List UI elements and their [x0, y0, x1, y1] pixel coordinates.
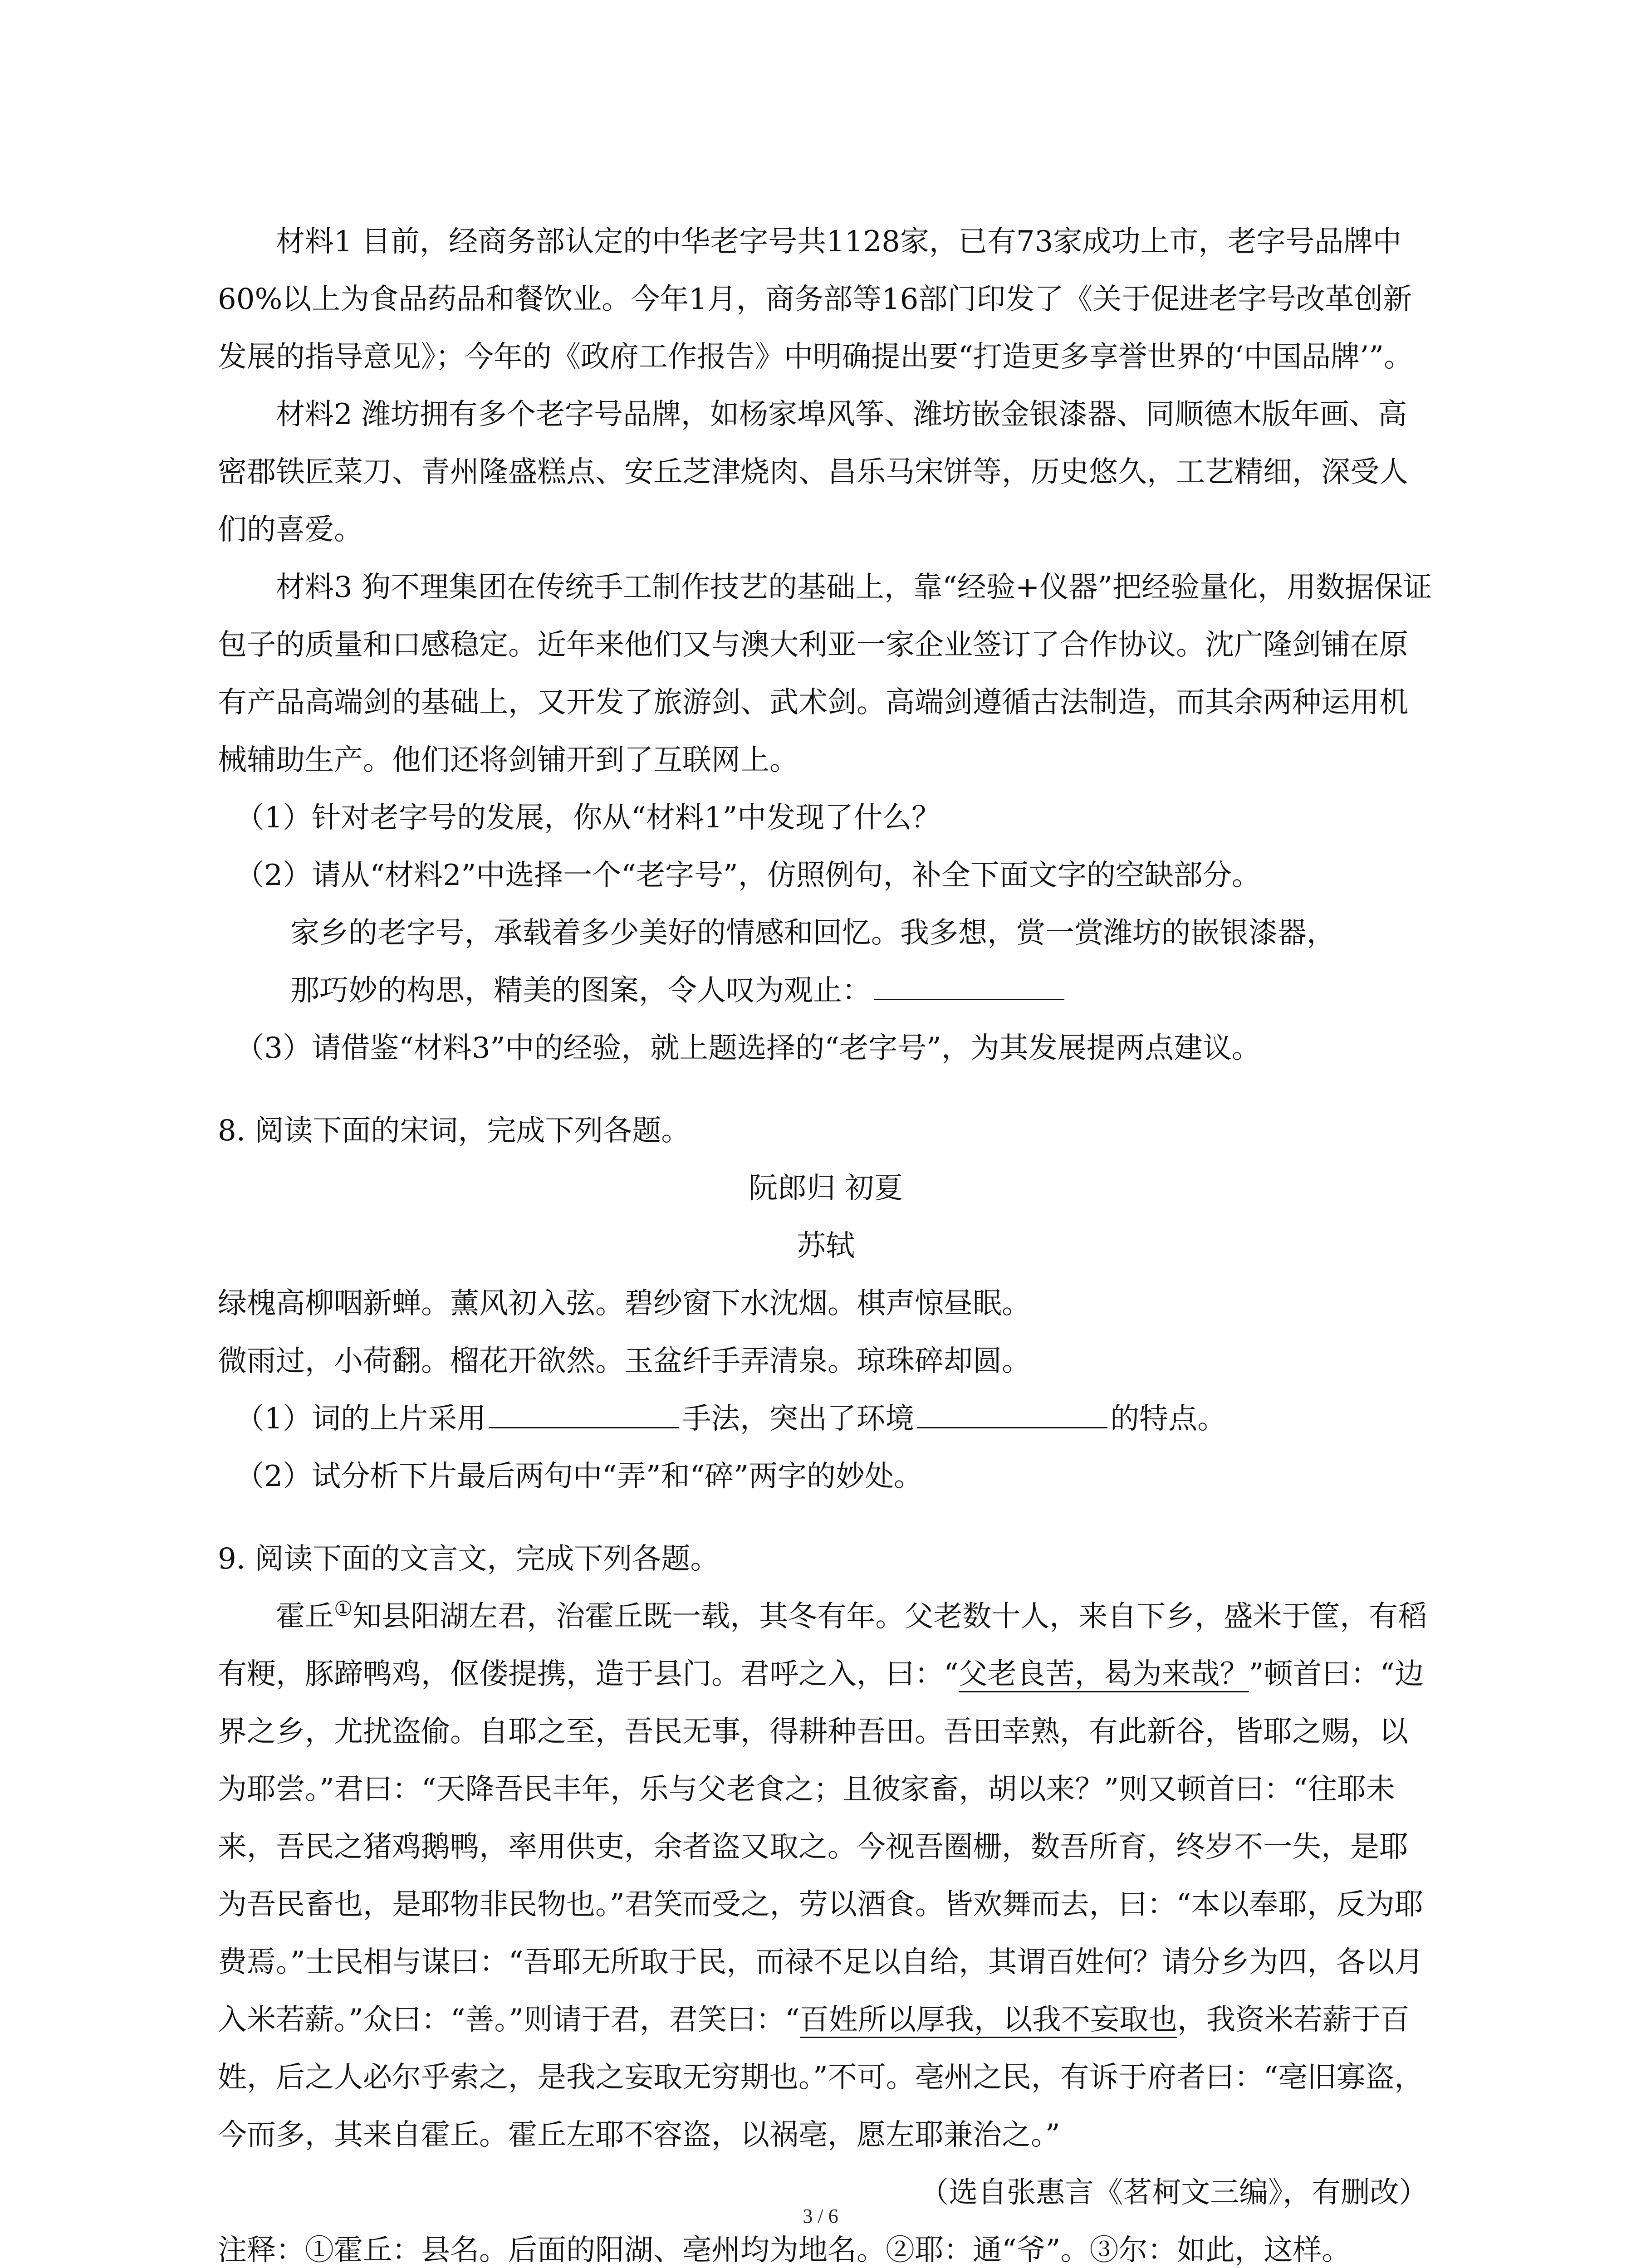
underlined-sentence-1: 父老良苦，曷为来哉？	[959, 1657, 1249, 1692]
poem-author: 苏轼	[797, 1229, 855, 1263]
poem-line-1: 绿槐高柳咽新蝉。薰风初入弦。碧纱窗下水沈烟。棋声惊昼眠。	[218, 1287, 1031, 1320]
question-8-title: 8. 阅读下面的宋词，完成下列各题。	[218, 1114, 691, 1148]
example-sentence-line-1: 家乡的老字号，承载着多少美好的情感和回忆。我多想，赏一赏潍坊的嵌银漆器，	[290, 916, 1336, 950]
question-7-1: （1）针对老字号的发展，你从“材料1”中发现了什么？	[235, 801, 941, 835]
material-3: 材料3 狗不理集团在传统手工制作技艺的基础上，靠“经验+仪器”把经验量化，用数据保证包子的质量和口感稳定。近年来他们又与澳大利亚一家企业签订了合作协议。沈广隆剑铺在原有产品高端剑的基础上，又开发了旅游剑、武术剑。高端剑遵循古法制造，而其余两种运用机械辅助生产。他们还将剑铺开到了互联网上。	[218, 571, 1432, 777]
classical-text	[218, 1588, 1434, 2164]
question-7-3: （3）请借鉴“材料3”中的经验，就上题选择的“老字号”，为其发展提两点建议。	[235, 1031, 1261, 1065]
annotations: 注释：①霍丘：县名。后面的阳湖、亳州均为地名。②耶：通“爷”。③尔：如此，这样。	[218, 2234, 1351, 2267]
poem-line-2: 微雨过，小荷翻。榴花开欲然。玉盆纤手弄清泉。琼珠碎却圆。	[218, 1344, 1031, 1378]
answer-blank-7-2[interactable]	[874, 970, 1064, 1000]
material-2: 材料2 潍坊拥有多个老字号品牌，如杨家埠风筝、潍坊嵌金银漆器、同顺德木版年画、高密郡铁匠菜刀、青州隆盛糕点、安丘芝津烧肉、昌乐马宋饼等，历史悠久，工艺精细，深受人们的喜爱。	[218, 398, 1408, 547]
classical-text-part-a: 霍丘	[276, 1600, 334, 1633]
classical-text-part-c: ”顿首曰：“边界之乡，尤扰盗偷。自耶之至，吾民无事，得耕种吾田。吾田幸熟，有此新谷，皆耶之赐，以为耶尝。”君曰：“天降吾民丰年，乐与父老食之；且彼家畜，胡以来？”则又顿首曰：“往耶未来，吾民之猪鸡鹅鸭，率用供吏，余者盗又取之。今视吾圈栅，数吾所育，终岁不一失，是耶为吾民畜也，是耶物非民物也。”君笑而受之，劳以酒食。皆欢舞而去，曰：“本以奉耶，反为耶费焉。”士民相与谋曰：“吾耶无所取于民，而禄不足以自给，其谓百姓何？请分乡为四，各以月入米若薪。”众曰：“善。”则请于君，君笑曰：“	[218, 1657, 1424, 2037]
classical-text-part-b: 知县阳湖左君，治霍丘既一载，其冬有年。父老数十人，来自下乡，盛米于筐，有稻有粳，豚蹄鸭鸡，伛偻提携，造于县门。君呼之入，曰：“	[218, 1600, 1427, 1691]
underlined-sentence-2: 百姓所以厚我，以我不妄取也	[800, 2003, 1177, 2038]
example-sentence-text: 那巧妙的构思，精美的图案，令人叹为观止：	[290, 974, 871, 1007]
question-8-1-part-b: 手法，突出了环境	[682, 1402, 915, 1436]
material-1: 材料1 目前，经商务部认定的中华老字号共1128家，已有73家成功上市，老字号品牌中60%以上为食品药品和餐饮业。今年1月，商务部等16部门印发了《关于促进老字号改革创新发展的指导意见》；今年的《政府工作报告》中明确提出要“打造更多享誉世界的‘中国品牌’”。	[218, 225, 1413, 374]
page-content	[218, 213, 1434, 2268]
question-8-1-part-a: （1）词的上片采用	[235, 1402, 486, 1436]
question-8-2: （2）试分析下片最后两句中“弄”和“碎”两字的妙处。	[235, 1460, 923, 1493]
question-7-2: （2）请从“材料2”中选择一个“老字号”，仿照例句，补全下面文字的空缺部分。	[235, 859, 1261, 892]
question-8-1	[218, 1390, 1434, 1448]
poem-title: 阮郎归 初夏	[748, 1172, 903, 1205]
question-9-title: 9. 阅读下面的文言文，完成下列各题。	[218, 1542, 720, 1576]
note-marker-1: ①	[334, 1596, 353, 1621]
page-number: 3 / 6	[803, 2205, 838, 2227]
answer-blank-8-1-a[interactable]	[489, 1398, 679, 1428]
text-source: （选自张惠言《茗柯文三编》，有删改）	[920, 2176, 1428, 2209]
question-8-1-part-c: 的特点。	[1110, 1402, 1227, 1436]
example-sentence-line-2	[218, 962, 1434, 1020]
classical-text-part-d: ，我资米若薪于百姓，后之人必尔乎索之，是我之妄取无穷期也。”不可。亳州之民，有诉于府者曰：“亳旧寡盗，今而多，其来自霍丘。霍丘左耶不容盗，以祸亳，愿左耶兼治之。”	[218, 2003, 1424, 2152]
answer-blank-8-1-b[interactable]	[917, 1398, 1107, 1428]
